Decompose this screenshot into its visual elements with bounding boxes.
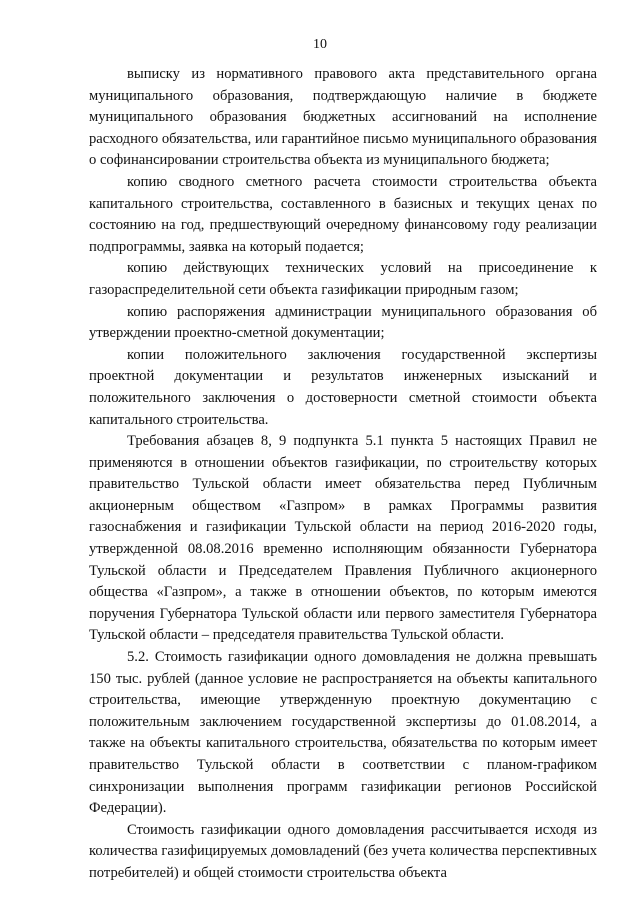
paragraph-municipal-budget-extract: выписку из нормативного правового акта представительного органа муниципального образования, подтверждающую наличие в бюджете муниципального образования бюджетных ассигнований на исполнение расходного обязательства, или гарантийное письмо муниципального образования о софинансировании строительства объекта из муниципального бюджета; <box>89 66 597 169</box>
paragraph-cost-calculation: Стоимость газификации одного домовладения рассчитывается исходя из количества газифицируемых домовладений (без учета количества перспективных потребителей) и общей стоимости строительства объекта <box>89 821 598 881</box>
paragraph-administration-order: копию распоряжения администрации муниципального образования об утверждении проектно-сметной документации; <box>89 303 597 342</box>
paragraph-technical-conditions: копию действующих технических условий на присоединение к газораспределительной сети объекта газификации природным газом; <box>89 260 597 298</box>
document-body <box>89 64 597 885</box>
page-number: 10 <box>313 37 327 52</box>
paragraph-estimate-copy: копию сводного сметного расчета стоимости строительства объекта капитального строительства, составленного в базисных и текущих ценах по состоянию на год, предшествующий очередному финансовому году реализации подпрограммы, заявка на который подается; <box>89 173 597 255</box>
paragraph-expertise-conclusion: копии положительного заключения государственной экспертизы проектной документации и результатов инженерных изысканий и положительного заключения о достоверности сметной стоимости объекта капитального строительства. <box>89 346 597 428</box>
paragraph-requirements-exception: Требования абзацев 8, 9 подпункта 5.1 пункта 5 настоящих Правил не применяются в отношении объектов газификации, по строительству которых правительство Тульской области имеет обязательства перед Публичным акционерным обществом «Газпром» в рамках Программы развития газоснабжения и газификации Тульской области на период 2016-2020 годы, утвержденной 08.08.2016 временно исполняющим обязанности Губернатора Тульской области и Председателем Правления Публичного акционерного общества «Газпром», а также в отношении объектов, по которым имеются поручения Губернатора Тульской области или первого заместителя Губернатора Тульской области – председателя правительства Тульской области. <box>89 433 597 644</box>
paragraph-5-2-cost-limit: 5.2. Стоимость газификации одного домовладения не должна превышать 150 тыс. рублей (данное условие не распространяется на объекты капитального строительства, имеющие утвержденную проектную документацию с положительным заключением государственной экспертизы до 01.08.2014, а также на объекты капитального строительства, обязательства по которым имеет правительство Тульской области в соответствии с планом-графиком синхронизации выполнения программ газификации регионов Российской Федерации). <box>89 649 597 817</box>
